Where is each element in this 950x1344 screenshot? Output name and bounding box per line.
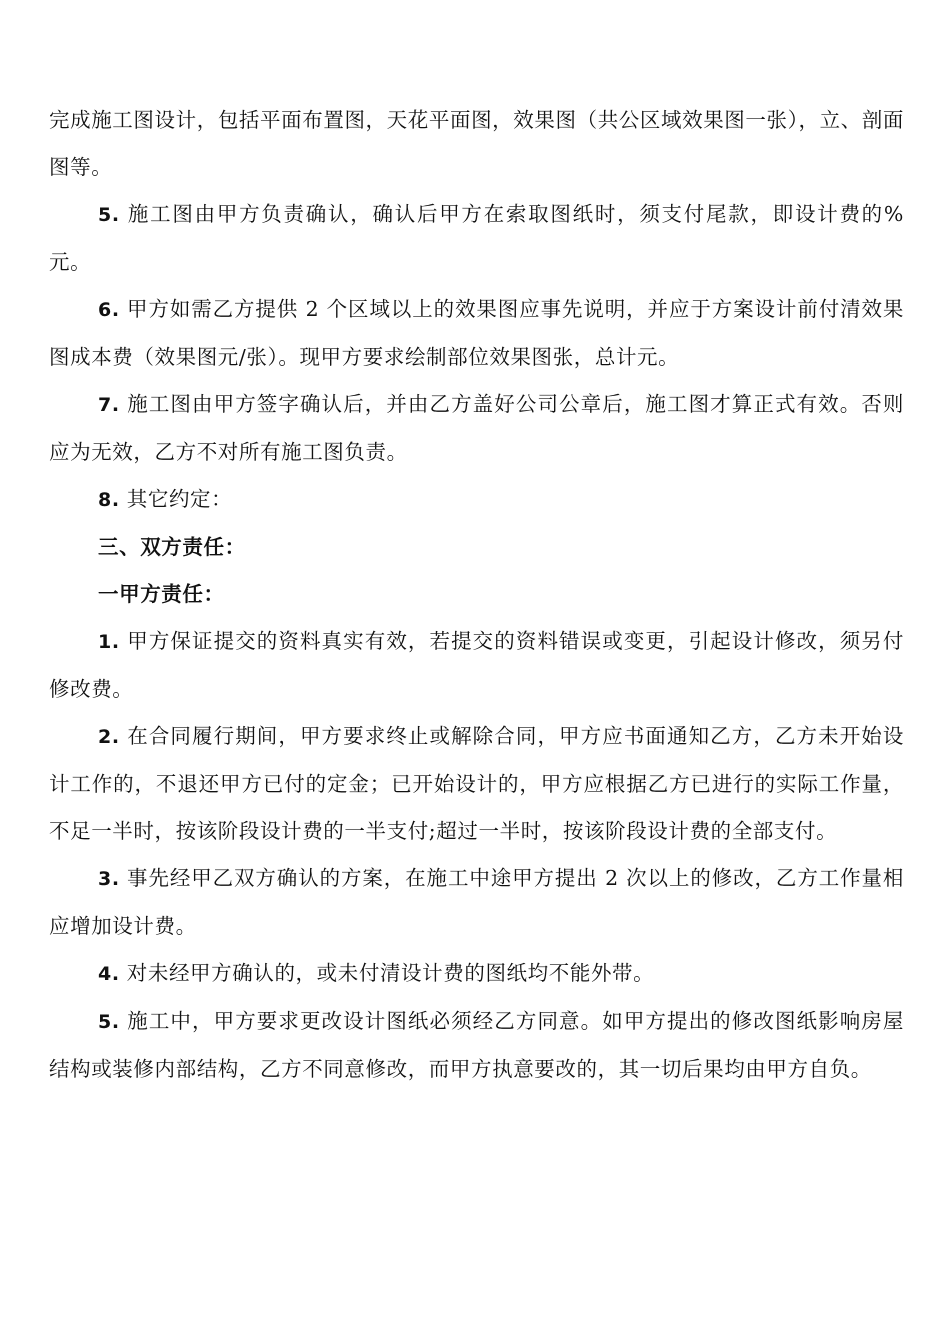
clause-7 [49, 381, 904, 476]
heading-text: 一甲方责任： [98, 582, 225, 606]
clause-text: 事先经甲乙双方确认的方案，在施工中途甲方提出 2 次以上的修改，乙方工作量相应增加设计费。 [49, 866, 904, 938]
clause-number: 3. [98, 868, 120, 890]
clause-text: 甲方如需乙方提供 2 个区域以上的效果图应事先说明，并应于方案设计前付清效果图成本费（效果图元/张）。现甲方要求绘制部位效果图张，总计元。 [49, 297, 904, 369]
section-heading-responsibilities [49, 524, 904, 571]
paragraph-text: 完成施工图设计，包括平面布置图，天花平面图，效果图（共公区域效果图一张），立、剖面图等。 [49, 108, 904, 179]
clause-6 [49, 286, 904, 381]
clause-a-2 [49, 713, 904, 855]
clause-a-4 [49, 950, 904, 998]
clause-number: 7. [98, 394, 120, 416]
clause-text: 对未经甲方确认的，或未付清设计费的图纸均不能外带。 [119, 961, 655, 985]
clause-5 [49, 191, 904, 286]
clause-number: 2. [98, 726, 120, 748]
heading-text: 三、双方责任： [98, 535, 246, 559]
clause-8 [49, 476, 904, 524]
clause-text: 施工图由甲方负责确认，确认后甲方在索取图纸时，须支付尾款，即设计费的%元。 [49, 202, 904, 274]
subsection-heading-party-a [49, 571, 904, 618]
clause-number: 5. [98, 204, 120, 226]
clause-text: 在合同履行期间，甲方要求终止或解除合同，甲方应书面通知乙方，乙方未开始设计工作的，不退还甲方已付的定金；已开始设计的，甲方应根据乙方已进行的实际工作量，不足一半时，按该阶段设计费的一半支付;超过一半时，按该阶段设计费的全部支付。 [49, 724, 904, 843]
clause-number: 8. [98, 489, 120, 511]
clause-number: 1. [98, 631, 120, 653]
clause-number: 5. [98, 1011, 120, 1033]
clause-a-5 [49, 998, 904, 1093]
clause-number: 4. [98, 963, 120, 985]
clause-text: 其它约定： [119, 487, 233, 511]
paragraph-continuation [49, 97, 904, 191]
clause-a-1 [49, 618, 904, 713]
clause-text: 甲方保证提交的资料真实有效，若提交的资料错误或变更，引起设计修改，须另付修改费。 [49, 629, 904, 701]
clause-text: 施工中，甲方要求更改设计图纸必须经乙方同意。如甲方提出的修改图纸影响房屋结构或装修内部结构，乙方不同意修改，而甲方执意要改的，其一切后果均由甲方自负。 [49, 1009, 904, 1081]
clause-number: 6. [98, 299, 120, 321]
clause-text: 施工图由甲方签字确认后，并由乙方盖好公司公章后，施工图才算正式有效。否则应为无效，乙方不对所有施工图负责。 [49, 392, 904, 464]
clause-a-3 [49, 855, 904, 950]
